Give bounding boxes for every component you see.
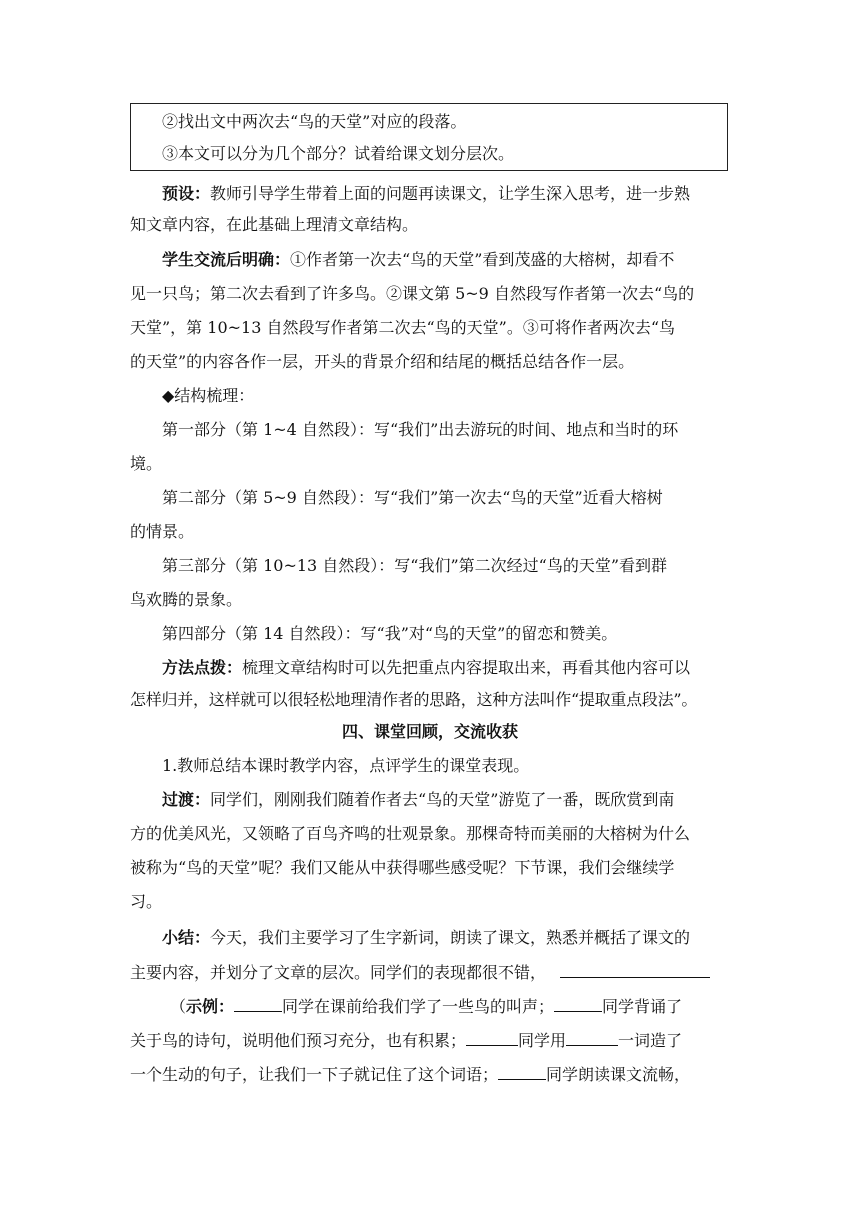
transition-line-4: 习。 [130, 892, 163, 911]
summary-label: 小结： [162, 928, 211, 947]
summary-text-2: 主要内容，并划分了文章的层次。同学们的表现都很不错， [130, 963, 547, 982]
preset-line-2: 知文章内容，在此基础上理清文章结构。 [130, 215, 419, 234]
example-text-5: 一词造了 [618, 1031, 683, 1050]
example-text-7: 同学朗读课文流畅， [546, 1065, 691, 1084]
clarify-line-2: 见一只鸟；第二次去看到了许多鸟。②课文第 5~9 自然段写作者第一次去“鸟的 [130, 284, 695, 303]
section-4-item-1: 1.教师总结本课时教学内容，点评学生的课堂表现。 [162, 756, 530, 775]
clarify-text-1: ①作者第一次去“鸟的天堂”看到茂盛的大榕树，却看不 [290, 250, 675, 269]
fill-blank[interactable] [560, 962, 710, 978]
example-line-1 [170, 996, 682, 1017]
fill-blank[interactable] [234, 996, 282, 1012]
example-line-3 [130, 1064, 690, 1085]
clarify-line-1 [162, 250, 674, 270]
method-text-1: 梳理文章结构时可以先把重点内容提取出来，再看其他内容可以 [242, 658, 691, 677]
structure-heading: ◆结构梳理： [162, 386, 255, 405]
summary-line-2 [130, 962, 710, 983]
preset-label: 预设： [162, 184, 211, 203]
transition-label: 过渡： [162, 790, 211, 809]
fill-blank[interactable] [566, 1030, 618, 1046]
transition-line-3: 被称为“鸟的天堂”呢？我们又能从中获得哪些感受呢？下节课，我们会继续学 [130, 858, 675, 877]
part-2-line-2: 的情景。 [130, 522, 195, 541]
question-3: ③本文可以分为几个部分？试着给课文划分层次。 [162, 144, 515, 163]
clarify-line-4: 的天堂”的内容各作一层，开头的背景介绍和结尾的概括总结各作一层。 [130, 352, 635, 371]
part-1-line-1: 第一部分（第 1~4 自然段）：写“我们”出去游玩的时间、地点和当时的环 [162, 420, 679, 439]
method-label: 方法点拨： [162, 658, 243, 677]
example-line-2 [130, 1030, 682, 1051]
example-text-2: 同学背诵了 [602, 997, 683, 1016]
clarify-label: 学生交流后明确： [162, 250, 291, 269]
method-line-2: 怎样归并，这样就可以很轻松地理清作者的思路，这种方法叫作“提取重点段法”。 [130, 690, 698, 709]
section-4-title: 四、课堂回顾，交流收获 [341, 722, 518, 741]
example-open-paren: （ [170, 997, 187, 1016]
part-2-line-1: 第二部分（第 5~9 自然段）：写“我们”第一次去“鸟的天堂”近看大榕树 [162, 488, 663, 507]
transition-line-2: 方的优美风光，又领略了百鸟齐鸣的壮观景象。那棵奇特而美丽的大榕树为什么 [130, 824, 691, 843]
example-text-1: 同学在课前给我们学了一些鸟的叫声； [282, 997, 555, 1016]
part-4-line: 第四部分（第 14 自然段）：写“我”对“鸟的天堂”的留恋和赞美。 [162, 624, 618, 643]
preset-text-1: 教师引导学生带着上面的问题再读课文，让学生深入思考，进一步熟 [210, 184, 691, 203]
fill-blank[interactable] [466, 1030, 518, 1046]
example-text-3: 关于鸟的诗句，说明他们预习充分，也有积累； [130, 1031, 467, 1050]
example-text-4: 同学用 [518, 1031, 567, 1050]
summary-line-1 [162, 928, 690, 948]
example-text-6: 一个生动的句子，让我们一下子就记住了这个词语； [130, 1065, 499, 1084]
summary-text-1: 今天，我们主要学习了生字新词，朗读了课文，熟悉并概括了课文的 [210, 928, 691, 947]
clarify-line-3: 天堂”，第 10~13 自然段写作者第二次去“鸟的天堂”。③可将作者两次去“鸟 [130, 318, 676, 337]
transition-text-1: 同学们，刚刚我们随着作者去“鸟的天堂”游览了一番，既欣赏到南 [210, 790, 675, 809]
part-1-line-2: 境。 [130, 454, 163, 473]
transition-line-1 [162, 790, 674, 810]
part-3-line-1: 第三部分（第 10~13 自然段）：写“我们”第二次经过“鸟的天堂”看到群 [162, 556, 668, 575]
fill-blank[interactable] [498, 1064, 546, 1080]
question-2: ②找出文中两次去“鸟的天堂”对应的段落。 [162, 112, 467, 131]
method-line-1 [162, 658, 690, 678]
fill-blank[interactable] [554, 996, 602, 1012]
part-3-line-2: 鸟欢腾的景象。 [130, 590, 243, 609]
example-label: 示例： [186, 997, 235, 1016]
preset-line-1 [162, 184, 690, 204]
